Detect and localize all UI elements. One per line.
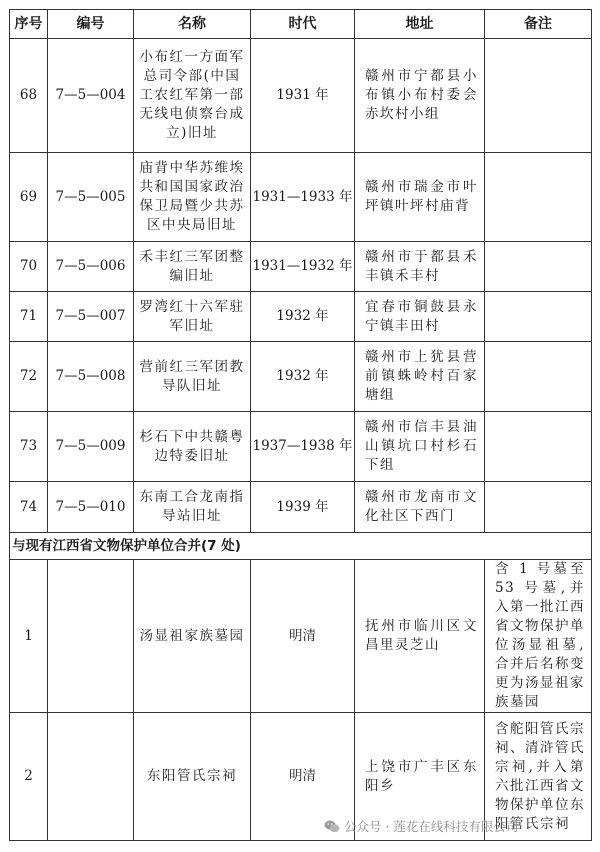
header-name: 名称 (134, 10, 251, 39)
row-code: 7—5—007 (48, 292, 134, 342)
row-name: 汤显祖家族墓园 (134, 560, 251, 713)
row-no: 69 (10, 153, 48, 242)
table-row (10, 39, 592, 153)
row-address: 赣州市信丰县油山镇坑口村杉石下组 (355, 412, 485, 482)
row-address: 赣州市宁都县小布镇小布村委会赤坎村小组 (355, 39, 485, 153)
header-address: 地址 (355, 10, 485, 39)
section-row (10, 533, 592, 560)
table-row (10, 412, 592, 482)
row-code: 7—5—006 (48, 242, 134, 292)
row-name: 禾丰红三军团整编旧址 (134, 242, 251, 292)
row-code (48, 560, 134, 713)
row-no: 2 (10, 713, 48, 841)
table-row (10, 342, 592, 412)
row-name: 营前红三军团教导队旧址 (134, 342, 251, 412)
row-name: 罗湾红十六军驻军旧址 (134, 292, 251, 342)
row-era: 1937—1938 年 (251, 412, 355, 482)
row-code: 7—5—005 (48, 153, 134, 242)
row-no: 1 (10, 560, 48, 713)
row-era: 1932 年 (251, 342, 355, 412)
table-row (10, 560, 592, 713)
row-era: 明清 (251, 713, 355, 841)
row-note (485, 412, 592, 482)
row-note (485, 292, 592, 342)
row-era: 1939 年 (251, 482, 355, 533)
row-code: 7—5—010 (48, 482, 134, 533)
table-row (10, 292, 592, 342)
wechat-icon (324, 820, 340, 833)
header-note: 备注 (485, 10, 592, 39)
row-name: 庙背中华苏维埃共和国国家政治保卫局暨少共苏区中央局旧址 (134, 153, 251, 242)
header-code: 编号 (48, 10, 134, 39)
row-code: 7—5—004 (48, 39, 134, 153)
row-era: 1932 年 (251, 292, 355, 342)
row-no: 71 (10, 292, 48, 342)
row-no: 70 (10, 242, 48, 292)
watermark-text: 公众号 · 莲花在线科技有限公司 (344, 819, 519, 834)
header-era: 时代 (251, 10, 355, 39)
row-address: 宜春市铜鼓县永宁镇丰田村 (355, 292, 485, 342)
row-note (485, 39, 592, 153)
row-name: 东阳管氏宗祠 (134, 713, 251, 841)
heritage-table (9, 9, 592, 841)
row-no: 73 (10, 412, 48, 482)
row-address: 赣州市瑞金市叶坪镇叶坪村庙背 (355, 153, 485, 242)
header-row (10, 10, 592, 39)
row-era: 1931 年 (251, 39, 355, 153)
row-address: 赣州市上犹县营前镇蛛岭村百家塘组 (355, 342, 485, 412)
row-code: 7—5—009 (48, 412, 134, 482)
row-no: 74 (10, 482, 48, 533)
row-address: 抚州市临川区文昌里灵芝山 (355, 560, 485, 713)
section-title: 与现有江西省文物保护单位合并(7 处) (10, 533, 592, 560)
table-row (10, 242, 592, 292)
row-no: 72 (10, 342, 48, 412)
row-code (48, 713, 134, 841)
row-name: 杉石下中共赣粤边特委旧址 (134, 412, 251, 482)
row-name: 小布红一方面军总司令部(中国工农红军第一部无线电侦察台成立)旧址 (134, 39, 251, 153)
row-no: 68 (10, 39, 48, 153)
row-era: 1931—1932 年 (251, 242, 355, 292)
row-address: 赣州市于都县禾丰镇禾丰村 (355, 242, 485, 292)
row-era: 1931—1933 年 (251, 153, 355, 242)
row-note (485, 342, 592, 412)
row-note (485, 482, 592, 533)
header-no: 序号 (10, 10, 48, 39)
row-note: 含 1 号墓至 53 号墓,并入第一批江西省文物保护单位汤显祖墓,合并后名称变更为汤显祖家族墓园 (485, 560, 592, 713)
row-note: 含舵阳管氏宗祠、清浒管氏宗祠,并入第六批江西省文物保护单位东阳管氏宗祠 (485, 713, 592, 841)
table-row (10, 482, 592, 533)
row-note (485, 242, 592, 292)
row-address: 赣州市龙南市文化社区下西门 (355, 482, 485, 533)
watermark (324, 817, 518, 835)
row-address: 上饶市广丰区东阳乡 (355, 713, 485, 841)
row-name: 东南工合龙南指导站旧址 (134, 482, 251, 533)
row-note (485, 153, 592, 242)
row-era: 明清 (251, 560, 355, 713)
table-row (10, 153, 592, 242)
row-code: 7—5—008 (48, 342, 134, 412)
